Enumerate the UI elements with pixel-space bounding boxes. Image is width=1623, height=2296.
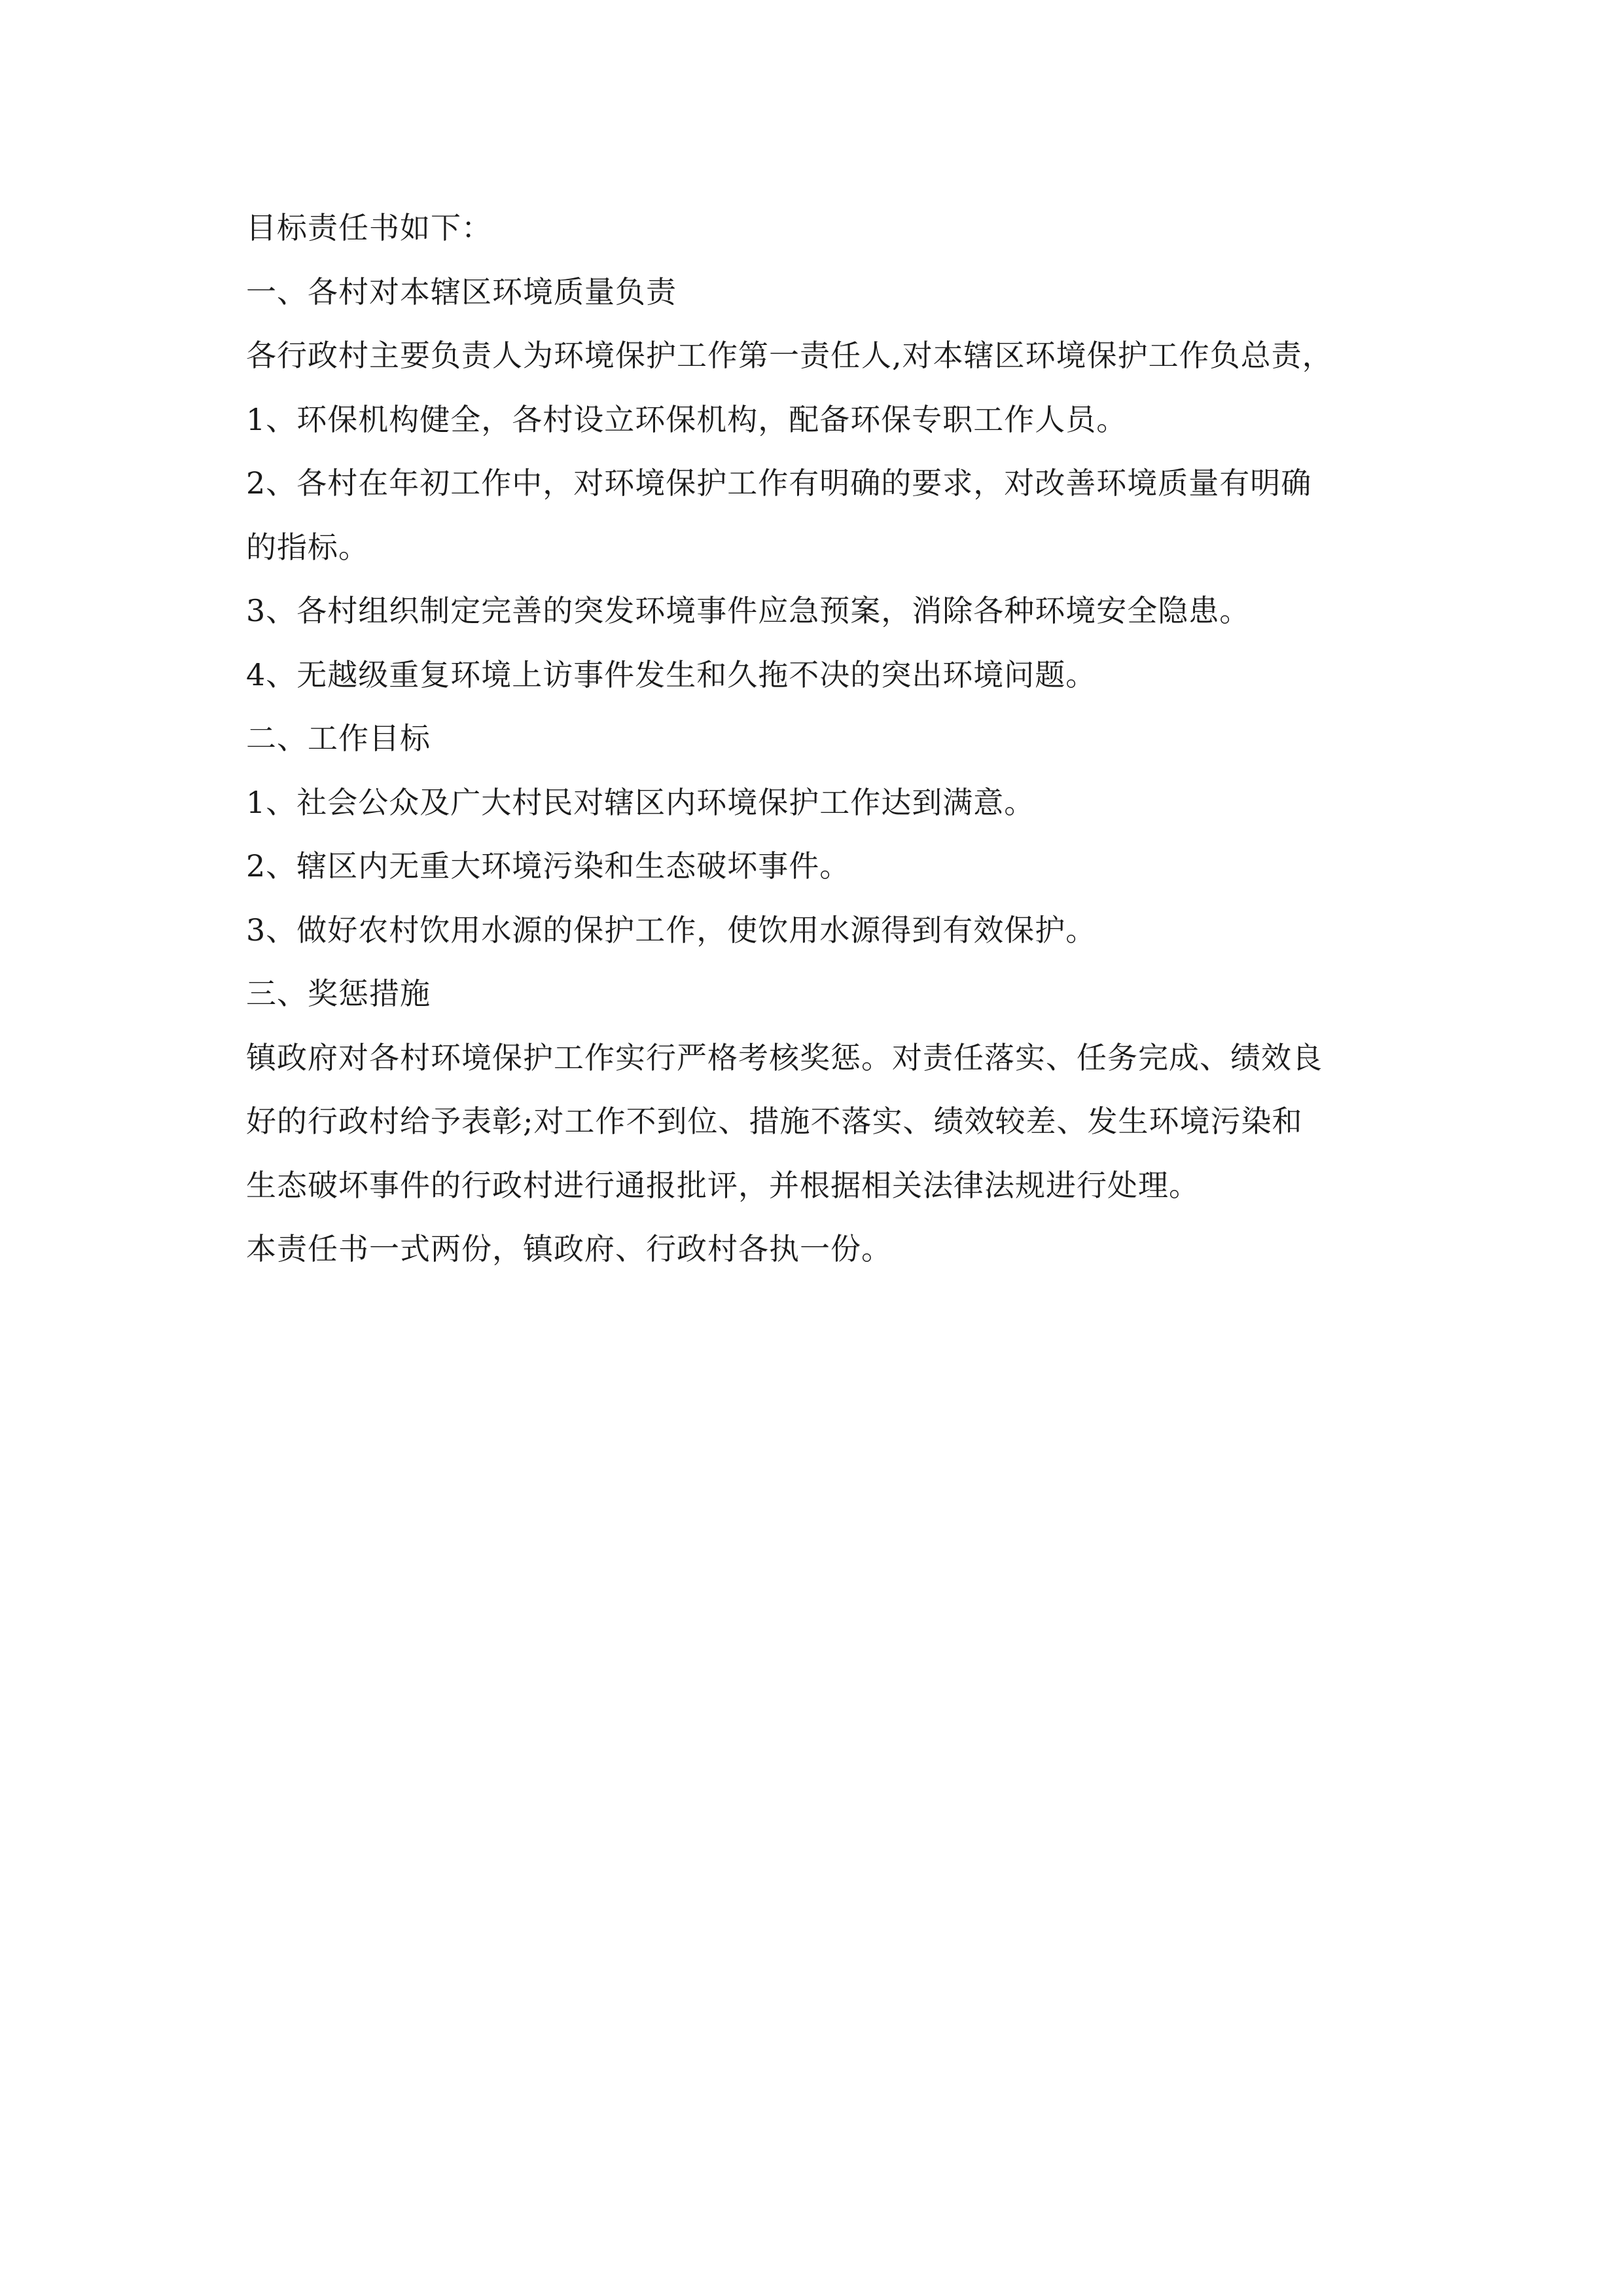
document-body (246, 196, 1424, 1282)
section-3-line-3: 生态破坏事件的行政村进行通报批评，并根据相关法律法规进行处理。 (246, 1167, 1200, 1203)
section-3-line-1: 镇政府对各村环境保护工作实行严格考核奖惩。对责任落实、任务完成、绩效良 (246, 1039, 1323, 1075)
section-1-item-2: 2、各村在年初工作中，对环境保护工作有明确的要求，对改善环境质量有明确 (246, 465, 1312, 501)
section-2-item-3: 3、做好农村饮用水源的保护工作，使饮用水源得到有效保护。 (246, 912, 1097, 948)
section-1-heading: 一、各村对本辖区环境质量负责 (246, 274, 677, 310)
section-1-item-3: 3、各村组织制定完善的突发环境事件应急预案，消除各种环境安全隐患。 (246, 593, 1251, 628)
section-3-heading: 三、奖惩措施 (246, 976, 431, 1011)
section-1-item-4: 4、无越级重复环境上访事件发生和久拖不决的突出环境问题。 (246, 656, 1097, 692)
section-3-line-2: 好的行政村给予表彰;对工作不到位、措施不落实、绩效较差、发生环境污染和 (246, 1103, 1303, 1139)
section-2-item-2: 2、辖区内无重大环境污染和生态破坏事件。 (246, 848, 851, 884)
section-1-item-1: 1、环保机构健全，各村设立环保机构，配备环保专职工作人员。 (246, 401, 1128, 437)
section-1-paragraph: 各行政村主要负责人为环境保护工作第一责任人,对本辖区环境保护工作负总责， (246, 338, 1333, 373)
closing-line: 本责任书一式两份，镇政府、行政村各执一份。 (246, 1231, 892, 1266)
section-1-item-2-continued: 的指标。 (246, 529, 369, 565)
intro-line: 目标责任书如下： (246, 210, 492, 245)
section-2-item-1: 1、社会公众及广大村民对辖区内环境保护工作达到满意。 (246, 784, 1035, 820)
section-2-heading: 二、工作目标 (246, 721, 431, 756)
